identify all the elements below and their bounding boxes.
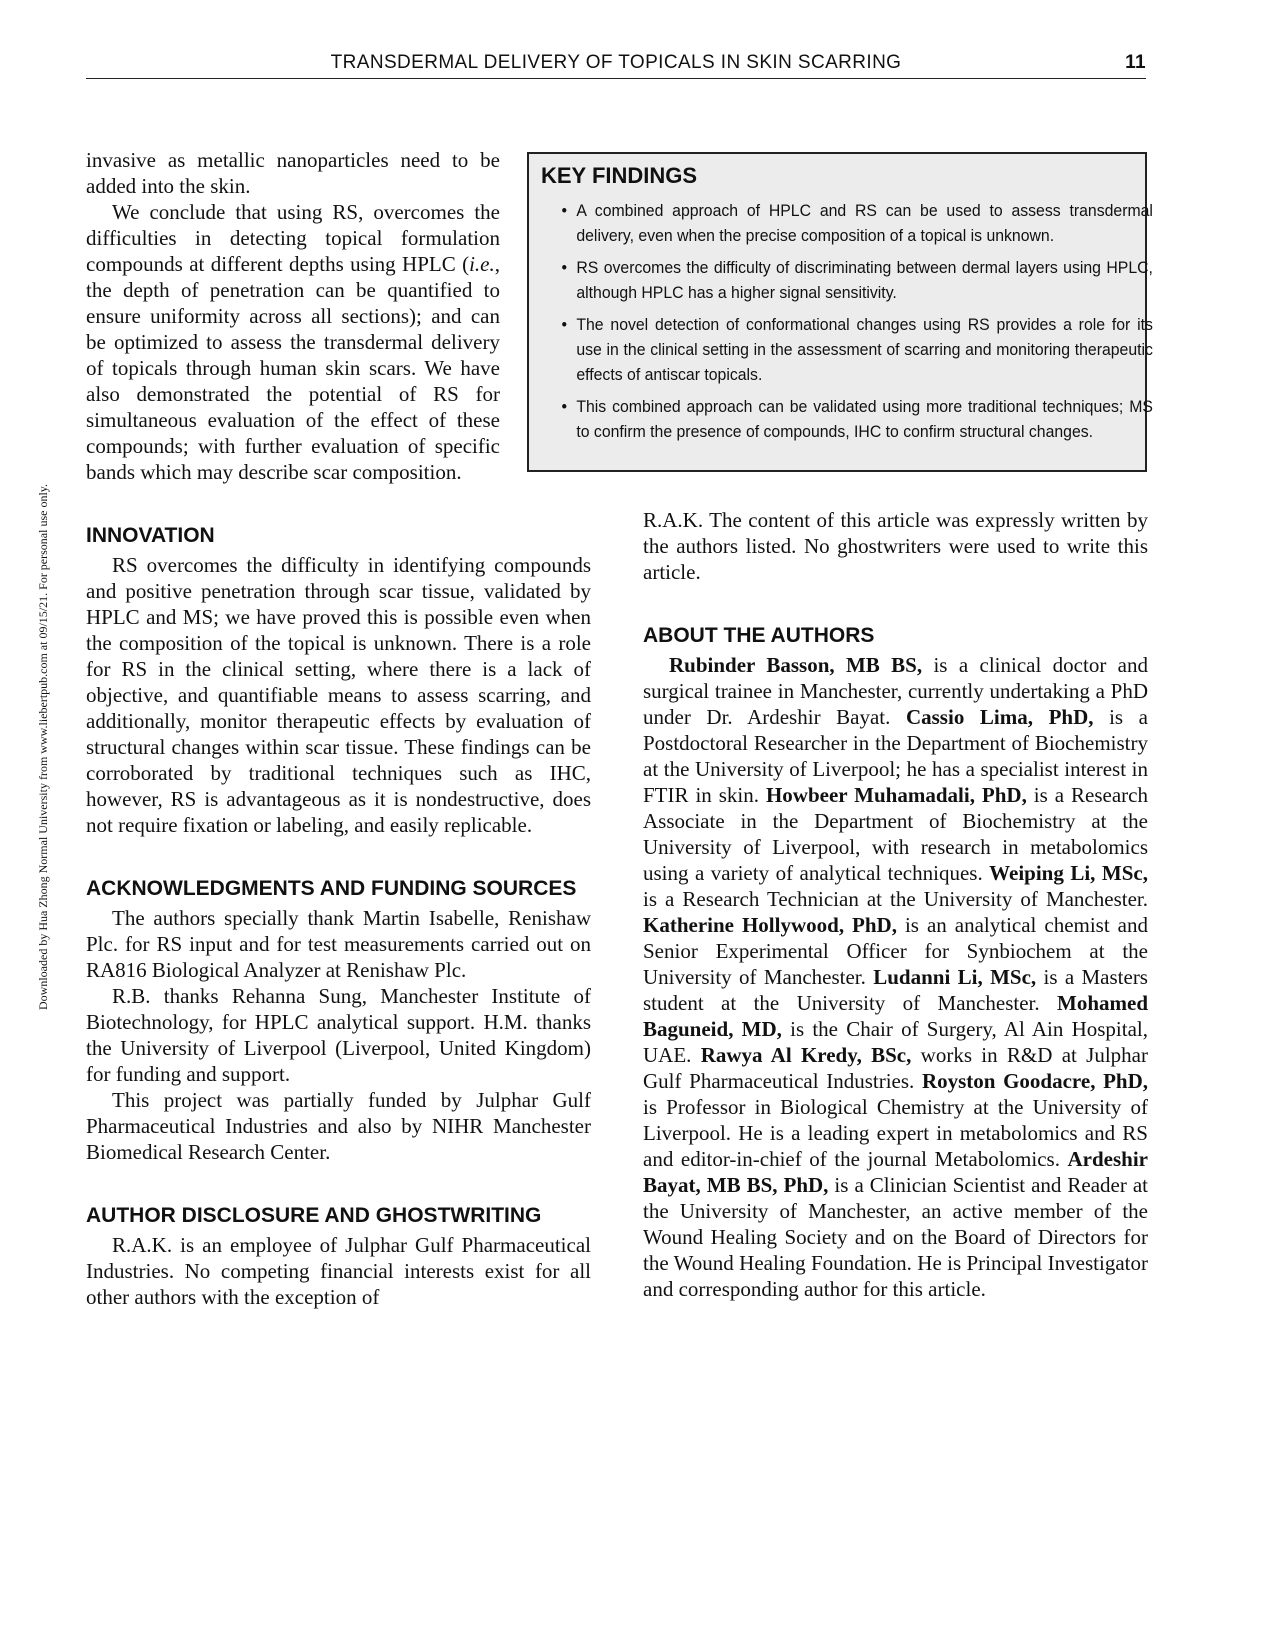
key-finding-text: This combined approach can be validated using more traditional techniques; MS to confirm the presence of compounds, IHC to confirm structural changes. xyxy=(576,397,1153,441)
bullet-icon: • xyxy=(561,397,567,416)
key-finding-text: RS overcomes the difficulty of discriminating between dermal layers using HPLC, although HPLC has a higher signal sensitivity. xyxy=(576,258,1153,302)
right-column xyxy=(643,507,1148,1302)
conclusion-text-rest: , the depth of penetration can be quantified to ensure uniformity across all sections); and can be optimized to assess the transdermal delivery of topicals through human skin scars. We have also demonstrated the potential of RS for simultaneous evaluation of the effect of these compounds; with further evaluation of specific bands which may describe scar composition. xyxy=(86,252,500,484)
author-name: Ardeshir Bayat, MB BS, PhD, xyxy=(643,1147,1148,1197)
disclosure-paragraph: R.A.K. is an employee of Julphar Gulf Pharmaceutical Industries. No competing financial interests exist for all other authors with the exception of xyxy=(86,1233,591,1309)
disclosure-continuation: R.A.K. The content of this article was expressly written by the authors listed. No ghostwriters were used to write this article. xyxy=(643,508,1148,584)
running-title: TRANSDERMAL DELIVERY OF TOPICALS IN SKIN SCARRING xyxy=(330,52,902,73)
conclusion-ie: i.e. xyxy=(469,252,495,276)
author-name: Cassio Lima, PhD, xyxy=(905,705,1094,729)
author-description: is a Postdoctoral Researcher in the Department of Biochemistry at the University of Liverpool; he has a specialist interest in FTIR in skin. xyxy=(643,705,1148,807)
acknowledgments-heading: ACKNOWLEDGMENTS AND FUNDING SOURCES xyxy=(86,877,577,900)
key-finding-text: The novel detection of conformational changes using RS provides a role for its use in the clinical setting in the assessment of scarring and monitoring therapeutic effects of antiscar topicals. xyxy=(576,315,1153,384)
author-description: is a clinical doctor and surgical trainee in Manchester, currently undertaking a PhD under Dr. Ardeshir Bayat. xyxy=(643,653,1148,729)
author-description: is Professor in Biological Chemistry at the University of Liverpool. He is a leading expert in metabolomics and RS and editor-in-chief of the journal Metabolomics. xyxy=(643,1095,1148,1171)
bullet-icon: • xyxy=(561,201,567,220)
key-finding-item xyxy=(541,255,1153,305)
author-name: Howbeer Muhamadali, PhD, xyxy=(765,783,1027,807)
author-description: is an analytical chemist and Senior Experimental Officer for Synbiochem at the University of Manchester. xyxy=(643,913,1148,989)
bullet-icon: • xyxy=(561,258,567,277)
author-name: Katherine Hollywood, PhD, xyxy=(643,913,897,937)
key-finding-item xyxy=(541,312,1153,387)
author-name: Ludanni Li, MSc, xyxy=(873,965,1037,989)
intro-block xyxy=(86,147,500,485)
about-authors-paragraph xyxy=(643,652,1148,1302)
running-header xyxy=(86,50,1146,79)
author-name: Rubinder Basson, MB BS, xyxy=(669,653,923,677)
key-finding-text: A combined approach of HPLC and RS can be used to assess transdermal delivery, even when the precise composition of a topical is unknown. xyxy=(576,201,1153,245)
innovation-heading: INNOVATION xyxy=(86,524,215,547)
page-number: 11 xyxy=(1125,52,1146,73)
acknowledgments-paragraph: This project was partially funded by Julphar Gulf Pharmaceutical Industries and also by NIHR Manchester Biomedical Research Center. xyxy=(86,1088,591,1164)
download-notice: Downloaded by Hua Zhong Normal University from www.liebertpub.com at 09/15/21. For personal use only. xyxy=(36,483,50,1010)
left-column xyxy=(86,147,591,1310)
bullet-icon: • xyxy=(561,315,567,334)
author-name: Royston Goodacre, PhD, xyxy=(921,1069,1149,1093)
conclusion-paragraph xyxy=(86,199,500,485)
author-name: Mohamed Baguneid, MD, xyxy=(643,991,1148,1041)
author-description: works in R&D at Julphar Gulf Pharmaceutical Industries. xyxy=(643,1043,1148,1093)
key-findings-box xyxy=(527,152,1153,472)
key-findings-list xyxy=(541,198,1153,444)
author-description: is a Clinician Scientist and Reader at the University of Manchester, an active member of the Wound Healing Society and on the Board of Directors for the Wound Healing Foundation. He is Principal Investigator and corresponding author for this article. xyxy=(643,1173,1148,1301)
disclosure-heading: AUTHOR DISCLOSURE AND GHOSTWRITING xyxy=(86,1204,542,1227)
conclusion-text: We conclude that using RS, overcomes the difficulties in detecting topical formulation compounds at different depths using HPLC ( xyxy=(86,200,500,276)
author-description: is the Chair of Surgery, Al Ain Hospital, UAE. xyxy=(643,1017,1148,1067)
acknowledgments-paragraph: The authors specially thank Martin Isabelle, Renishaw Plc. for RS input and for test measurements carried out on RA816 Biological Analyzer at Renishaw Plc. xyxy=(86,906,591,982)
innovation-paragraph: RS overcomes the difficulty in identifying compounds and positive penetration through scar tissue, validated by HPLC and MS; we have proved this is possible even when the composition of the topical is unknown. There is a role for RS in the clinical setting, where there is a lack of objective, and quantifiable means to assess scarring, and additionally, monitor therapeutic effects by evaluation of structural changes within scar tissue. These findings can be corroborated by traditional techniques such as IHC, however, RS is advantageous as it is nondestructive, does not require fixation or labeling, and easily replicable. xyxy=(86,553,591,837)
key-finding-item xyxy=(541,198,1153,248)
acknowledgments-paragraph: R.B. thanks Rehanna Sung, Manchester Institute of Biotechnology, for HPLC analytical support. H.M. thanks the University of Liverpool (Liverpool, United Kingdom) for funding and support. xyxy=(86,984,591,1086)
author-name: Rawya Al Kredy, BSc, xyxy=(700,1043,912,1067)
about-authors-heading: ABOUT THE AUTHORS xyxy=(643,624,875,647)
author-name: Weiping Li, MSc, xyxy=(989,861,1148,885)
author-description: is a Research Associate in the Department of Biochemistry at the University of Liverpool, with research in metabolomics using a variety of analytical techniques. xyxy=(643,783,1148,885)
key-finding-item xyxy=(541,394,1153,444)
key-findings-title: KEY FINDINGS xyxy=(541,163,698,188)
author-description: is a Masters student at the University of Manchester. xyxy=(643,965,1148,1015)
continuation-paragraph: invasive as metallic nanoparticles need to be added into the skin. xyxy=(86,148,500,198)
author-description: is a Research Technician at the University of Manchester. xyxy=(643,887,1148,911)
